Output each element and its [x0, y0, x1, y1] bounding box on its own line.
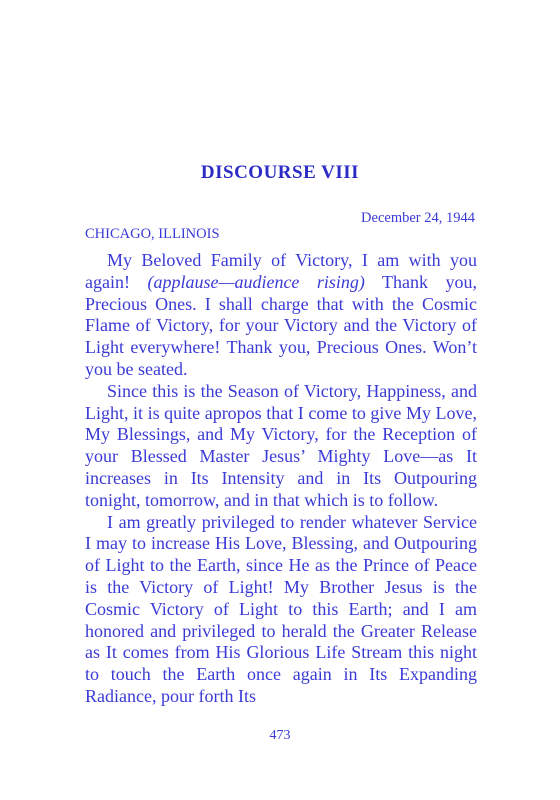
paragraph-2: Since this is the Season of Victory, Happiness, and Light, it is quite apropos that I come to give My Love, My Blessings, and My Victory, for the Reception of your Blessed Master Jesus’ Mighty Love—as It increases in Its Intensity and in Its Outpouring tonight, tomorrow, and in that which is to follow. — [85, 380, 477, 510]
paragraph-1-text-start: My Beloved Family of Victory, I am with you again! — [85, 250, 477, 292]
audience-note: (applause—audience rising) — [147, 271, 365, 292]
discourse-location: CHICAGO, ILLINOIS — [85, 226, 220, 242]
paragraph-1 — [85, 250, 477, 381]
page-number: 473 — [269, 728, 291, 743]
paragraph-3: I am greatly privileged to render whatever Service I may to increase His Love, Blessing, and Outpouring of Light to the Earth, since He as the Prince of Peace is the Victory of Light! My Brother Jesus is the Cosmic Victory of Light to this Earth; and I am honored and privileged to herald the Greater Release as It comes from His Glorious Life Stream this night to touch the Earth once again in Its Expanding Radiance, pour forth Its — [85, 511, 477, 706]
discourse-title: DISCOURSE VIII — [200, 162, 360, 183]
discourse-date: December 24, 1944 — [361, 210, 475, 226]
discourse-body — [85, 250, 477, 708]
paragraph-1-text-end: Thank you, Precious Ones. I shall charge that with the Cosmic Flame of Victory, for your Victory and the Victory of Light everywhere! Thank you, Precious Ones. Won’t you be seated. — [85, 271, 477, 379]
